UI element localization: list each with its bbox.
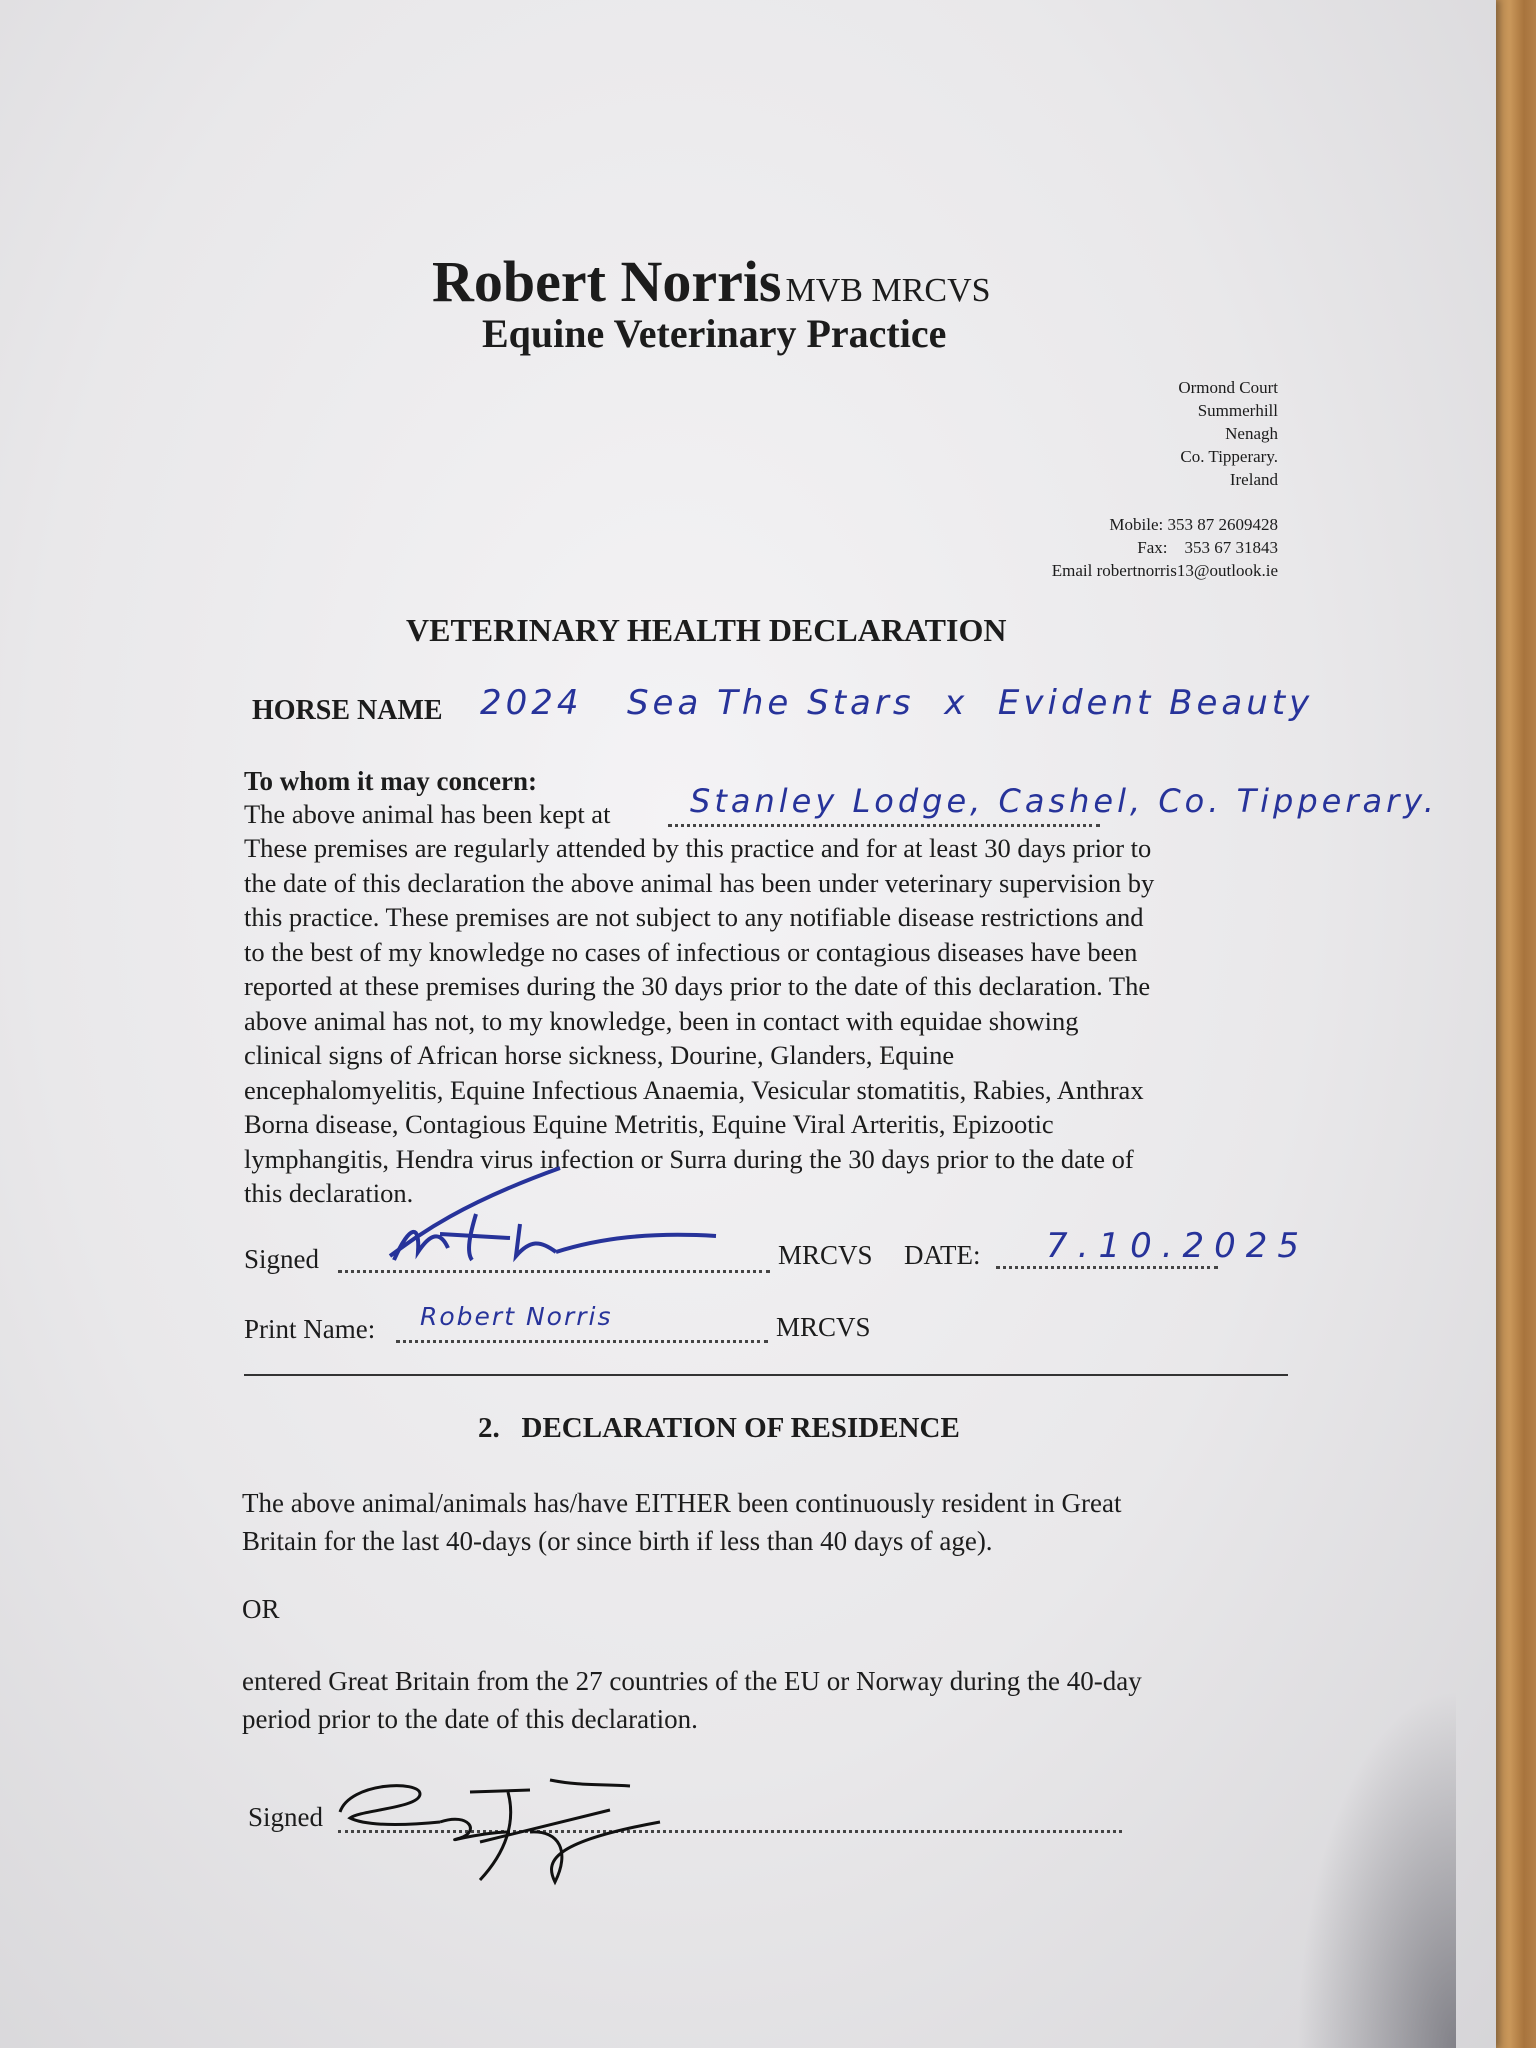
section2-title: 2. DECLARATION OF RESIDENCE bbox=[478, 1412, 960, 1444]
body-line: entered Great Britain from the 27 countries of the EU or Norway during the 40-day bbox=[242, 1666, 1142, 1696]
or-text: OR bbox=[242, 1594, 280, 1624]
body-line: The above animal/animals has/have EITHER been continuously resident in Great bbox=[242, 1488, 1122, 1518]
body-line: lymphangitis, Hendra virus infection or Surra during the 30 days prior to the date of bbox=[244, 1143, 1134, 1174]
print-name-label: Print Name: bbox=[244, 1314, 376, 1344]
address-line: Ormond Court bbox=[1178, 378, 1278, 397]
vet-name: Robert Norris bbox=[432, 249, 782, 314]
body-line: the date of this declaration the above animal has been under veterinary supervision by bbox=[244, 867, 1155, 898]
body-line: Britain for the last 40-days (or since birth if less than 40 days of age). bbox=[242, 1526, 993, 1556]
vet-signature bbox=[380, 1164, 730, 1274]
letterhead-title bbox=[432, 248, 991, 315]
address-line: Nenagh bbox=[1225, 424, 1278, 443]
horse-name-label: HORSE NAME bbox=[252, 695, 443, 726]
fax-number: Fax: 353 67 31843 bbox=[1137, 538, 1278, 557]
declaration-body bbox=[244, 831, 1154, 1211]
signed-label: Signed bbox=[244, 1244, 320, 1274]
date-label: DATE: bbox=[904, 1240, 981, 1270]
kept-at-handwritten: Stanley Lodge, Cashel, Co. Tipperary. bbox=[690, 782, 1438, 820]
salutation: To whom it may concern: bbox=[244, 766, 537, 796]
residence-signature bbox=[330, 1772, 690, 1892]
body-line: above animal has not, to my knowledge, been in contact with equidae showing bbox=[244, 1005, 1079, 1036]
address-line: Co. Tipperary. bbox=[1180, 447, 1278, 466]
residence-paragraph-2 bbox=[242, 1662, 1142, 1738]
email-address: Email robertnorris13@outlook.ie bbox=[1051, 561, 1278, 580]
horse-name-handwritten: 2024 Sea The Stars x Evident Beauty bbox=[480, 683, 1314, 723]
address-block bbox=[1052, 376, 1278, 582]
section-divider bbox=[244, 1374, 1288, 1376]
body-line: to the best of my knowledge no cases of infectious or contagious diseases have been bbox=[244, 936, 1138, 967]
body-line: clinical signs of African horse sickness, Dourine, Glanders, Equine bbox=[244, 1040, 955, 1070]
mobile-number: Mobile: 353 87 2609428 bbox=[1109, 515, 1278, 534]
print-name-handwritten: Robert Norris bbox=[420, 1302, 613, 1331]
practice-name: Equine Veterinary Practice bbox=[482, 311, 947, 356]
address-line: Summerhill bbox=[1197, 401, 1278, 420]
date-dotted-line bbox=[996, 1266, 1218, 1269]
body-line: this practice. These premises are not subject to any notifiable disease restrictions and bbox=[244, 902, 1144, 932]
print-name-dotted-line bbox=[396, 1340, 768, 1343]
wooden-table-edge bbox=[1496, 0, 1536, 2048]
body-line: These premises are regularly attended by this practice and for at least 30 days prior to bbox=[244, 833, 1152, 863]
kept-at-prefix: The above animal has been kept at bbox=[244, 799, 611, 829]
date-handwritten: 7.10.2025 bbox=[1046, 1226, 1310, 1266]
body-line: period prior to the date of this declaration. bbox=[242, 1704, 698, 1734]
shadow bbox=[1296, 1688, 1456, 2048]
print-mrcvs-label: MRCVS bbox=[776, 1312, 871, 1342]
body-line: Borna disease, Contagious Equine Metritis, Equine Viral Arteritis, Epizootic bbox=[244, 1109, 1054, 1139]
residence-signed-label: Signed bbox=[248, 1802, 324, 1832]
vet-qualifications: MVB MRCVS bbox=[785, 272, 991, 309]
kept-at-dotted-line bbox=[668, 824, 1100, 827]
body-line: reported at these premises during the 30 days prior to the date of this declaration. The bbox=[244, 971, 1151, 1001]
body-line: this declaration. bbox=[244, 1178, 414, 1208]
body-line: encephalomyelitis, Equine Infectious Anaemia, Vesicular stomatitis, Rabies, Anthrax bbox=[244, 1074, 1144, 1105]
section1-title: VETERINARY HEALTH DECLARATION bbox=[406, 612, 1007, 648]
mrcvs-label: MRCVS bbox=[778, 1240, 873, 1270]
address-line: Ireland bbox=[1229, 470, 1278, 489]
residence-paragraph-1 bbox=[242, 1484, 1121, 1560]
